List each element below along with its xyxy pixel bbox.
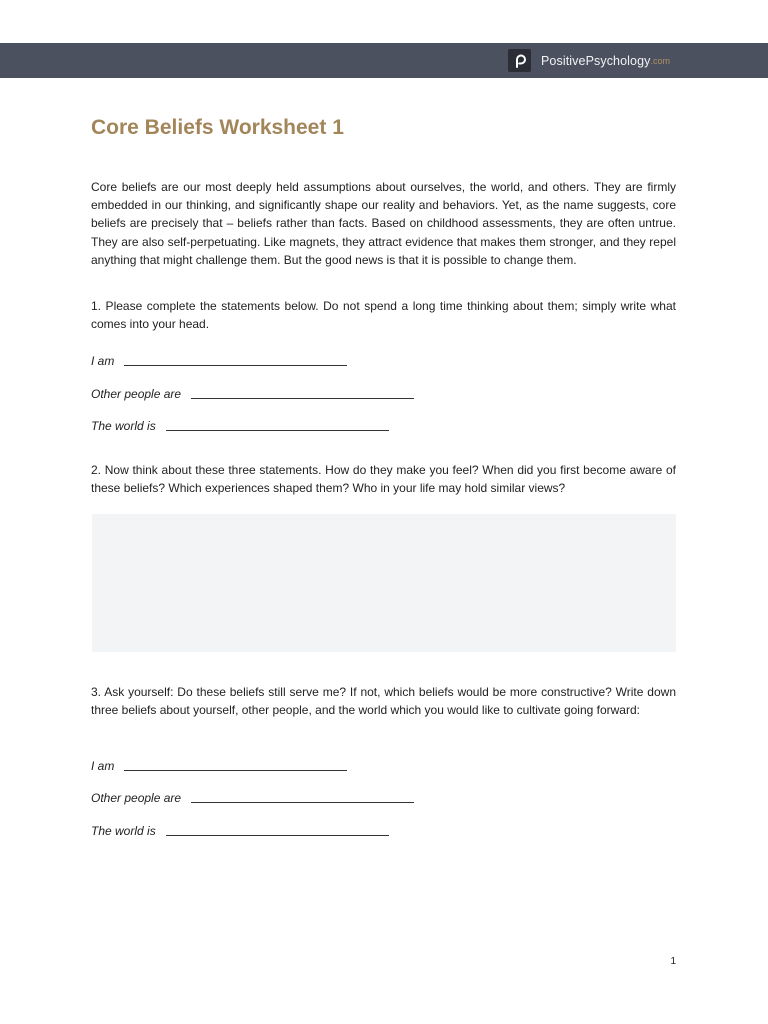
positivepsychology-logo-icon (508, 49, 531, 72)
section1-i-am-field (91, 350, 347, 368)
intro-paragraph: Core beliefs are our most deeply held assumptions about ourselves, the world, and others. They are firmly embedded in our thinking, and significantly shape our reality and behaviors. Yet, as the name suggests, core beliefs are precisely that – beliefs rather than facts. Based on childhood assessments, they are often untrue. They are also self-perpetuating. Like magnets, they attract evidence that makes them stronger, and they repel anything that might challenge them. But the good news is that it is possible to change them. (91, 180, 676, 267)
field-label: The world is (91, 419, 156, 433)
logo-p-glyph (513, 53, 527, 68)
field-label: Other people are (91, 387, 182, 401)
section1-other-people-field (91, 383, 414, 401)
header-bar (0, 43, 768, 78)
brand[interactable] (508, 49, 670, 72)
world-is-blank-line[interactable] (166, 835, 389, 836)
i-am-blank-line[interactable] (124, 365, 347, 366)
other-people-are-blank-line[interactable] (191, 398, 414, 399)
section3-world-is-field (91, 820, 389, 838)
field-label: I am (91, 759, 115, 773)
reflection-answer-box[interactable] (92, 514, 676, 652)
question-2-prompt: 2. Now think about these three statements. How do they make you feel? When did you first become aware of these beliefs? Which experiences shaped them? Who in your life may hold similar views? (91, 463, 676, 496)
page-number: 1 (670, 956, 676, 967)
section1-world-is-field (91, 415, 389, 433)
question-3-prompt: 3. Ask yourself: Do these beliefs still serve me? If not, which beliefs would be more constructive? Write down three beliefs about yourself, other people, and the world which you would like to cultivate going forward: (91, 685, 676, 718)
question-1-prompt: 1. Please complete the statements below. Do not spend a long time thinking about them; simply write what comes into your head. (91, 299, 676, 332)
other-people-are-blank-line[interactable] (191, 802, 414, 803)
section3-i-am-field (91, 755, 347, 773)
field-label: I am (91, 354, 115, 368)
page-title: Core Beliefs Worksheet 1 (91, 116, 344, 139)
field-label: Other people are (91, 791, 182, 805)
brand-suffix: .com (650, 55, 671, 66)
world-is-blank-line[interactable] (166, 430, 389, 431)
i-am-blank-line[interactable] (124, 770, 347, 771)
field-label: The world is (91, 824, 156, 838)
section3-other-people-field (91, 787, 414, 805)
brand-name: PositivePsychology (541, 53, 651, 68)
